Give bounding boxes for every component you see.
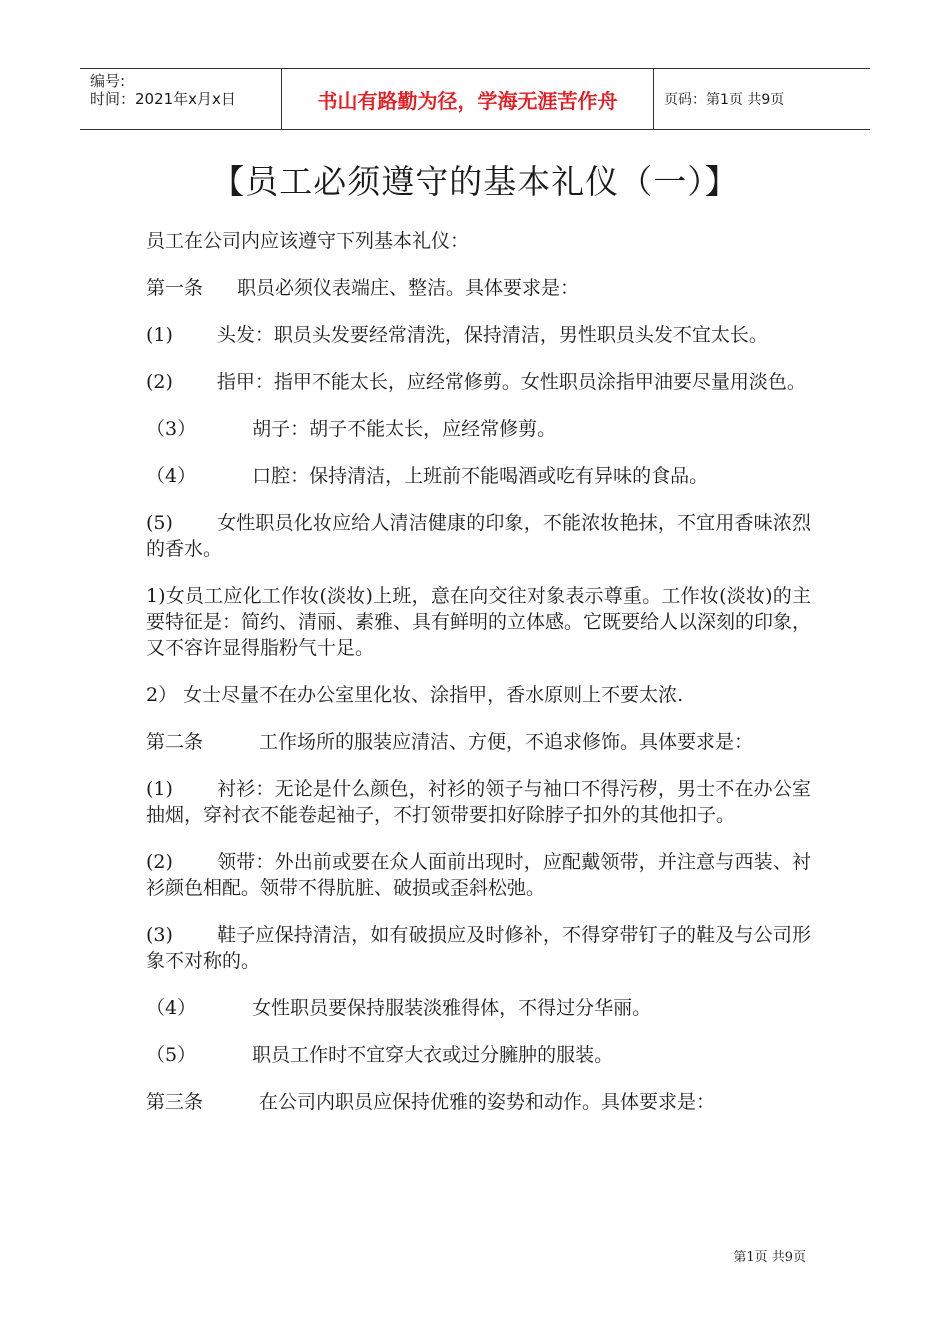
list-item: [146, 463, 811, 489]
document-body: [146, 228, 811, 1136]
list-item: [146, 416, 811, 442]
document-header: [80, 68, 870, 130]
item-text: 口腔：保持清洁，上班前不能喝酒或吃有异味的食品。: [252, 465, 709, 487]
note-1: 1)女员工应化工作妆(淡妆)上班，意在向交往对象表示尊重。工作妆(淡妆)的主要特征是：简约、清丽、素雅、具有鲜明的立体感。它既要给人以深刻的印象，又不容许显得脂粉气十足。: [146, 585, 812, 659]
article-text: 职员必须仪表端庄、整洁。具体要求是：: [237, 277, 580, 299]
item-number: （5）: [146, 1044, 197, 1066]
item-number: (5): [146, 512, 173, 534]
list-item: [146, 510, 811, 562]
list-item: [146, 995, 811, 1021]
list-item: [146, 849, 811, 901]
article-number: 第二条: [146, 731, 204, 753]
header-page-info: 页码：第1页 共9页: [664, 92, 785, 108]
article-number: 第一条: [146, 277, 204, 299]
article-text: 在公司内职员应保持优雅的姿势和动作。具体要求是：: [259, 1091, 716, 1113]
item-number: （4）: [146, 465, 197, 487]
document-title: 【员工必须遵守的基本礼仪（一）】: [211, 162, 739, 201]
item-text: 领带：外出前或要在众人面前出现时，应配戴领带，并注意与西装、衬衫颜色相配。领带不得肮脏、破损或歪斜松弛。: [146, 851, 811, 899]
item-number: （4）: [146, 997, 197, 1019]
item-text: 胡子：胡子不能太长，应经常修剪。: [252, 418, 557, 440]
list-item: [146, 776, 811, 828]
list-item: [146, 322, 811, 348]
item-number: (1): [146, 324, 173, 346]
header-motto: 书山有路勤为径，学海无涯苦作舟: [282, 69, 654, 129]
list-item: [146, 922, 811, 974]
item-text: 职员工作时不宜穿大衣或过分臃肿的服装。: [252, 1044, 614, 1066]
item-text: 女性职员要保持服装淡雅得体，不得过分华丽。: [252, 997, 652, 1019]
item-number: (1): [146, 778, 173, 800]
paragraph-intro: 员工在公司内应该遵守下列基本礼仪：: [146, 230, 470, 252]
item-number: (2): [146, 371, 173, 393]
item-number: (3): [146, 924, 173, 946]
note-2: 2） 女士尽量不在办公室里化妆、涂指甲，香水原则上不要太浓.: [146, 684, 684, 706]
page-footer: 第1页 共9页: [733, 1250, 806, 1265]
item-text: 鞋子应保持清洁，如有破损应及时修补，不得穿带钉子的鞋及与公司形象不对称的。: [146, 924, 811, 972]
article-number: 第三条: [146, 1091, 204, 1113]
item-text: 头发：职员头发要经常清洗，保持清洁，男性职员头发不宜太长。: [216, 324, 768, 346]
header-meta: [80, 69, 282, 129]
item-text: 女性职员化妆应给人清洁健康的印象，不能浓妆艳抹，不宜用香味浓烈的香水。: [146, 512, 811, 560]
list-item: [146, 369, 811, 395]
item-text: 指甲：指甲不能太长，应经常修剪。女性职员涂指甲油要尽量用淡色。: [216, 371, 806, 393]
list-item: [146, 1042, 811, 1068]
time-label: 时间：2021年x月x日: [90, 90, 236, 108]
item-text: 衬衫：无论是什么颜色，衬衫的领子与袖口不得污秽，男士不在办公室抽烟，穿衬衣不能卷起袖子，不打领带要扣好除脖子扣外的其他扣子。: [146, 778, 811, 826]
article-3: [146, 1089, 811, 1115]
article-text: 工作场所的服装应清洁、方便，不追求修饰。具体要求是：: [259, 731, 754, 753]
article-2: [146, 729, 811, 755]
item-number: （3）: [146, 418, 197, 440]
article-1: [146, 275, 811, 301]
item-number: (2): [146, 851, 173, 873]
number-label: 编号:: [90, 72, 126, 90]
